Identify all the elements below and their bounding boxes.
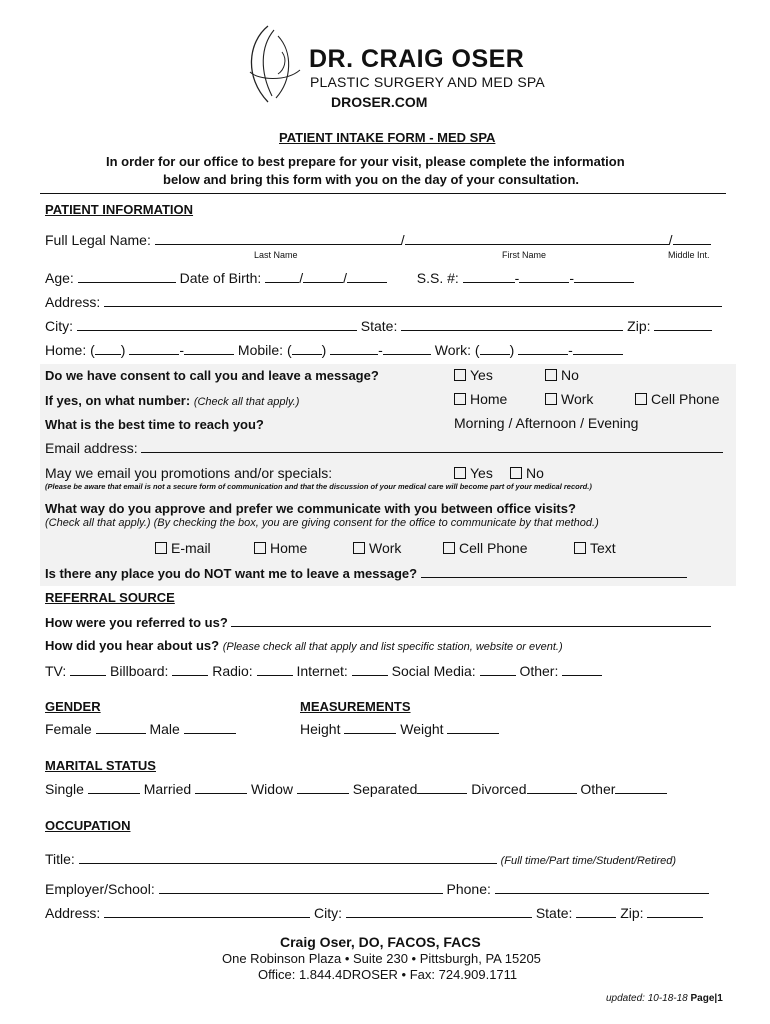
first-name-caption: First Name: [502, 250, 547, 260]
consent-no-label: No: [561, 367, 579, 383]
occupation-title-field[interactable]: [79, 851, 497, 864]
footer-page-info: [606, 993, 723, 1004]
ssn-field-2[interactable]: [519, 270, 569, 283]
internet-field[interactable]: [352, 663, 388, 676]
hear-about-row: [45, 638, 563, 653]
section-heading-measurements: MEASUREMENTS: [300, 699, 411, 714]
consent-yes-label: Yes: [470, 367, 493, 383]
employer-zip-label: Zip:: [620, 905, 644, 921]
billboard-label: Billboard:: [110, 663, 169, 679]
no-message-question: Is there any place you do NOT want me to leave a message?: [45, 566, 418, 581]
comm-email-label: E-mail: [171, 540, 211, 556]
comm-work-checkbox[interactable]: [353, 542, 365, 554]
ssn-field-3[interactable]: [574, 270, 634, 283]
dob-year-field[interactable]: [347, 270, 387, 283]
promo-yes-checkbox[interactable]: [454, 467, 466, 479]
last-name-caption: Last Name: [254, 250, 298, 260]
middle-int-caption: Middle Int.: [668, 250, 710, 260]
other-marital-field[interactable]: [615, 781, 667, 794]
title-row: [45, 851, 676, 867]
other-marital-label: Other: [580, 781, 616, 797]
website-link[interactable]: DROSER.COM: [331, 94, 428, 110]
age-dob-ssn-row: Age: Date of Birth: / / S.S. #: - -: [45, 270, 634, 286]
media-sources-row: [45, 663, 602, 679]
mobile-area-code-field[interactable]: [292, 342, 322, 355]
radio-field[interactable]: [257, 663, 293, 676]
comm-email-checkbox[interactable]: [155, 542, 167, 554]
comm-home-label: Home: [270, 540, 308, 556]
work-phone-label: Work: (: [434, 342, 480, 358]
work-phone-field-1[interactable]: [518, 342, 568, 355]
other-source-label: Other:: [519, 663, 559, 679]
comm-text-option[interactable]: [574, 540, 616, 556]
employer-city-label: City:: [314, 905, 343, 921]
marital-row: [45, 781, 667, 797]
consent-no-checkbox[interactable]: [545, 369, 557, 381]
city-state-zip-row: [45, 318, 712, 334]
intro-line-1: In order for our office to best prepare for your visit, please complete the information: [106, 154, 625, 169]
address-label: Address:: [45, 294, 101, 310]
height-field[interactable]: [344, 721, 396, 734]
practice-subtitle: PLASTIC SURGERY AND MED SPA: [310, 74, 545, 90]
widow-field[interactable]: [297, 781, 349, 794]
social-media-label: Social Media:: [391, 663, 476, 679]
employer-address-label: Address:: [45, 905, 101, 921]
hear-about-question: How did you hear about us?: [45, 638, 220, 653]
section-heading-marital: MARITAL STATUS: [45, 758, 156, 773]
address-row: [45, 294, 722, 310]
promo-question: May we email you promotions and/or specials:: [45, 465, 333, 481]
email-label: Email address:: [45, 440, 138, 456]
employer-phone-label: Phone:: [446, 881, 491, 897]
separated-label: Separated: [352, 781, 418, 797]
comm-text-checkbox[interactable]: [574, 542, 586, 554]
number-cell-option[interactable]: [635, 391, 720, 407]
referred-field[interactable]: [231, 614, 711, 627]
mobile-phone-label: Mobile: (: [237, 342, 292, 358]
mobile-phone-field-1[interactable]: [330, 342, 378, 355]
dob-label: Date of Birth:: [179, 270, 262, 286]
male-label: Male: [149, 721, 180, 737]
page-number: Page|1: [690, 993, 723, 1004]
promo-yes-label: Yes: [470, 465, 493, 481]
social-media-field[interactable]: [480, 663, 516, 676]
comm-cell-option[interactable]: [443, 540, 528, 556]
best-time-question: What is the best time to reach you?: [45, 417, 264, 432]
last-name-field[interactable]: [155, 232, 401, 245]
female-label: Female: [45, 721, 92, 737]
promo-no-checkbox[interactable]: [510, 467, 522, 479]
dob-month-field[interactable]: [265, 270, 299, 283]
single-label: Single: [45, 781, 84, 797]
comm-text-label: Text: [590, 540, 616, 556]
employer-address-row: [45, 905, 703, 921]
address-field[interactable]: [104, 294, 722, 307]
consent-yes-option[interactable]: [454, 367, 493, 383]
footer-contact: Office: 1.844.4DROSER • Fax: 724.909.1711: [258, 967, 518, 982]
separated-field[interactable]: [417, 781, 467, 794]
section-heading-occupation: OCCUPATION: [45, 818, 131, 833]
work-phone-field-2[interactable]: [573, 342, 623, 355]
measurements-row: [300, 721, 499, 737]
section-heading-referral: REFERRAL SOURCE: [45, 590, 175, 605]
section-heading-gender: GENDER: [45, 699, 101, 714]
comm-email-option[interactable]: [155, 540, 211, 556]
phones-row: Home: ( ) - Mobile: ( ) - Work: ( ) -: [45, 342, 623, 358]
divorced-label: Divorced: [471, 781, 527, 797]
comm-cell-checkbox[interactable]: [443, 542, 455, 554]
divorced-field[interactable]: [527, 781, 577, 794]
number-work-label: Work: [561, 391, 594, 407]
employer-label: Employer/School:: [45, 881, 155, 897]
comm-home-option[interactable]: [254, 540, 307, 556]
intro-line-2: below and bring this form with you on the day of your consultation.: [163, 172, 579, 187]
female-field[interactable]: [96, 721, 146, 734]
comm-cell-label: Cell Phone: [459, 540, 528, 556]
employer-city-field[interactable]: [346, 905, 532, 918]
ssn-label: S.S. #:: [416, 270, 459, 286]
employer-address-field[interactable]: [104, 905, 310, 918]
state-label: State:: [360, 318, 398, 334]
promo-no-option[interactable]: [510, 465, 544, 481]
number-home-option[interactable]: [454, 391, 507, 407]
number-work-checkbox[interactable]: [545, 393, 557, 405]
communication-question: What way do you approve and prefer we communicate with you between office visits?: [45, 501, 576, 516]
work-area-code-field[interactable]: [480, 342, 510, 355]
home-phone-field-1[interactable]: [129, 342, 179, 355]
no-message-row: [45, 565, 687, 581]
employer-field[interactable]: [159, 881, 443, 894]
communication-note: (Check all that apply.) (By checking the box, you are giving consent for the office to communicate by that method.): [45, 517, 599, 529]
dob-day-field[interactable]: [303, 270, 343, 283]
which-number-note: (Check all that apply.): [193, 396, 300, 408]
employer-phone-field[interactable]: [495, 881, 709, 894]
comm-work-option[interactable]: [353, 540, 401, 556]
age-field[interactable]: [78, 270, 176, 283]
updated-date: updated: 10-18-18: [606, 993, 688, 1004]
number-home-label: Home: [470, 391, 508, 407]
employer-row: [45, 881, 709, 897]
comm-work-label: Work: [369, 540, 402, 556]
number-cell-checkbox[interactable]: [635, 393, 647, 405]
zip-label: Zip:: [627, 318, 651, 334]
tv-label: TV:: [45, 663, 67, 679]
consent-yes-checkbox[interactable]: [454, 369, 466, 381]
which-number-label: If yes, on what number:: [45, 393, 191, 408]
full-legal-name-label: Full Legal Name:: [45, 232, 151, 248]
other-source-field[interactable]: [562, 663, 602, 676]
weight-field[interactable]: [447, 721, 499, 734]
married-label: Married: [143, 781, 192, 797]
promo-no-label: No: [526, 465, 544, 481]
home-area-code-field[interactable]: [95, 342, 121, 355]
which-number-question: [45, 393, 299, 408]
section-heading-patient-info: PATIENT INFORMATION: [45, 202, 194, 217]
no-message-field[interactable]: [421, 565, 687, 578]
email-field[interactable]: [141, 440, 723, 453]
footer-address: One Robinson Plaza • Suite 230 • Pittsburgh, PA 15205: [222, 951, 541, 966]
employer-state-label: State:: [535, 905, 573, 921]
consent-no-option[interactable]: [545, 367, 579, 383]
male-field[interactable]: [184, 721, 236, 734]
hear-about-note: (Please check all that apply and list specific station, website or event.): [222, 641, 563, 653]
zip-field[interactable]: [654, 318, 712, 331]
billboard-field[interactable]: [172, 663, 208, 676]
city-field[interactable]: [77, 318, 357, 331]
comm-home-checkbox[interactable]: [254, 542, 266, 554]
gender-row: [45, 721, 236, 737]
practice-name: DR. CRAIG OSER: [309, 45, 525, 73]
best-time-options[interactable]: Morning / Afternoon / Evening: [454, 415, 639, 431]
employer-zip-field[interactable]: [647, 905, 703, 918]
single-field[interactable]: [88, 781, 140, 794]
employer-state-field[interactable]: [576, 905, 616, 918]
number-cell-label: Cell Phone: [651, 391, 720, 407]
first-name-field[interactable]: [405, 232, 669, 245]
header-divider: [40, 193, 726, 194]
referred-question: How were you referred to us?: [45, 615, 228, 630]
height-label: Height: [300, 721, 341, 737]
widow-label: Widow: [250, 781, 293, 797]
state-field[interactable]: [401, 318, 623, 331]
referred-row: [45, 614, 711, 630]
full-legal-name-row: Full Legal Name: / /: [45, 232, 711, 248]
number-home-checkbox[interactable]: [454, 393, 466, 405]
city-label: City:: [45, 318, 73, 334]
email-security-note: (Please be aware that email is not a secure form of communication and that the discussion of your medical care will become part of your medical record.): [45, 482, 592, 491]
weight-label: Weight: [400, 721, 444, 737]
home-phone-label: Home: (: [45, 342, 95, 358]
number-work-option[interactable]: [545, 391, 593, 407]
form-title: PATIENT INTAKE FORM - MED SPA: [279, 130, 496, 145]
footer-doctor-name: Craig Oser, DO, FACOS, FACS: [280, 934, 481, 950]
promo-yes-option[interactable]: [454, 465, 493, 481]
radio-label: Radio:: [212, 663, 253, 679]
married-field[interactable]: [195, 781, 247, 794]
home-phone-field-2[interactable]: [184, 342, 234, 355]
consent-question: Do we have consent to call you and leave a message?: [45, 368, 379, 383]
ssn-field-1[interactable]: [463, 270, 515, 283]
occupation-title-label: Title:: [45, 851, 75, 867]
internet-label: Internet:: [296, 663, 348, 679]
mobile-phone-field-2[interactable]: [383, 342, 431, 355]
age-label: Age:: [45, 270, 74, 286]
email-row: [45, 440, 723, 456]
middle-initial-field[interactable]: [673, 232, 711, 245]
logo-mark-icon: [238, 22, 308, 106]
tv-field[interactable]: [70, 663, 106, 676]
occupation-title-note: (Full time/Part time/Student/Retired): [500, 855, 677, 867]
